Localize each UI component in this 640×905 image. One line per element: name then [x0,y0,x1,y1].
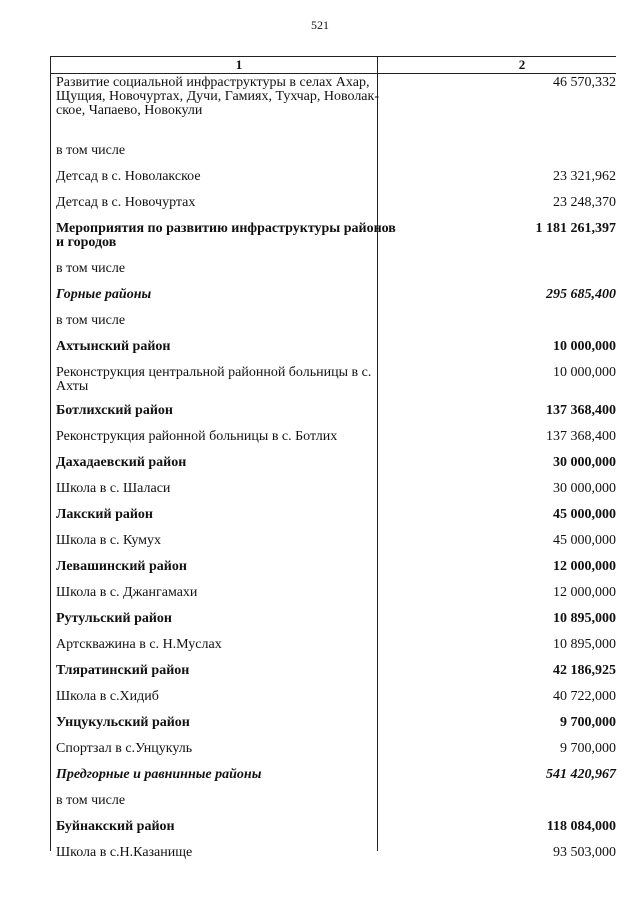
row-value: 45 000,000 [553,507,616,522]
row-label: Школа в с. Кумух [56,533,162,548]
table-row [50,716,616,730]
row-value: 9 700,000 [560,715,616,730]
row-value: 137 368,400 [546,403,616,418]
table-row [50,144,616,158]
row-value: 137 368,400 [546,429,616,444]
row-label: Детсад в с. Новолакское [56,169,201,184]
table-row [50,794,616,808]
row-label: Артскважина в с. Н.Муслах [56,637,222,652]
row-label: Детсад в с. Новочуртах [56,195,196,210]
table-row [50,768,616,782]
table-row [50,820,616,834]
table-row [50,430,616,444]
row-label: Реконструкция районной больницы в с. Ботлих [56,429,338,444]
row-value: 93 503,000 [553,845,616,860]
table-row [50,222,616,250]
table-row [50,170,616,184]
table-row [50,586,616,600]
row-label: Развитие социальной инфраструктуры в селах Ахар, Щущия, Новочуртах, Дучи, Гамиях, Тухчар, Новолак-ское, Чапаево, Новокули [56,75,379,118]
row-value: 10 000,000 [553,339,616,354]
row-label: Дахадаевский район [56,455,187,470]
table-row [50,366,616,394]
row-label: Ахтынский район [56,339,171,354]
row-label: в том числе [56,143,126,158]
row-value: 295 685,400 [546,287,616,302]
row-label: Реконструкция центральной районной больницы в с. Ахты [56,365,372,394]
row-label: Горные районы [56,287,152,302]
row-label: в том числе [56,793,126,808]
header-col-1: 1 [235,57,243,72]
row-value: 9 700,000 [560,741,616,756]
row-label: Мероприятия по развитию инфраструктуры районов и городов [56,221,396,250]
row-label: Предгорные и равнинные районы [56,767,262,782]
row-value: 45 000,000 [553,533,616,548]
row-value: 46 570,332 [553,75,616,90]
table-row [50,846,616,860]
page-number: 521 [311,18,329,32]
row-label: Буйнакский район [56,819,175,834]
row-value: 23 321,962 [553,169,616,184]
row-value: 12 000,000 [553,585,616,600]
row-value: 40 722,000 [553,689,616,704]
table-row [50,404,616,418]
row-label: в том числе [56,313,126,328]
table-row [50,534,616,548]
row-value: 10 895,000 [553,637,616,652]
row-value: 541 420,967 [546,767,616,782]
row-value: 30 000,000 [553,481,616,496]
row-label: Школа в с. Шаласи [56,481,171,496]
table-row [50,314,616,328]
table-row [50,196,616,210]
row-value: 23 248,370 [553,195,616,210]
table-row [50,690,616,704]
row-label: Унцукульский район [56,715,190,730]
table-row [50,288,616,302]
table-row [50,482,616,496]
table-row [50,508,616,522]
row-label: Ботлихский район [56,403,173,418]
budget-table [50,56,616,860]
row-label: Левашинский район [56,559,187,574]
table-row [50,76,616,118]
row-value: 1 181 261,397 [535,221,616,236]
row-label: Школа в с.Н.Казанище [56,845,193,860]
header-col-2: 2 [518,57,526,72]
row-label: Лакский район [56,507,153,522]
row-label: Школа в с. Джангамахи [56,585,198,600]
table-row [50,560,616,574]
table-header [50,56,616,74]
row-value: 42 186,925 [553,663,616,678]
table-row [50,612,616,626]
table-row [50,262,616,276]
table-row [50,456,616,470]
row-label: Рутульский район [56,611,172,626]
row-value: 10 000,000 [553,365,616,380]
row-label: в том числе [56,261,126,276]
row-value: 118 084,000 [546,819,616,834]
row-value: 30 000,000 [553,455,616,470]
row-label: Тляратинский район [56,663,190,678]
table-row [50,742,616,756]
table-row [50,664,616,678]
row-label: Спортзал в с.Унцукуль [56,741,193,756]
row-label: Школа в с.Хидиб [56,689,159,704]
table-row [50,340,616,354]
table-row [50,638,616,652]
row-value: 12 000,000 [553,559,616,574]
row-value: 10 895,000 [553,611,616,626]
